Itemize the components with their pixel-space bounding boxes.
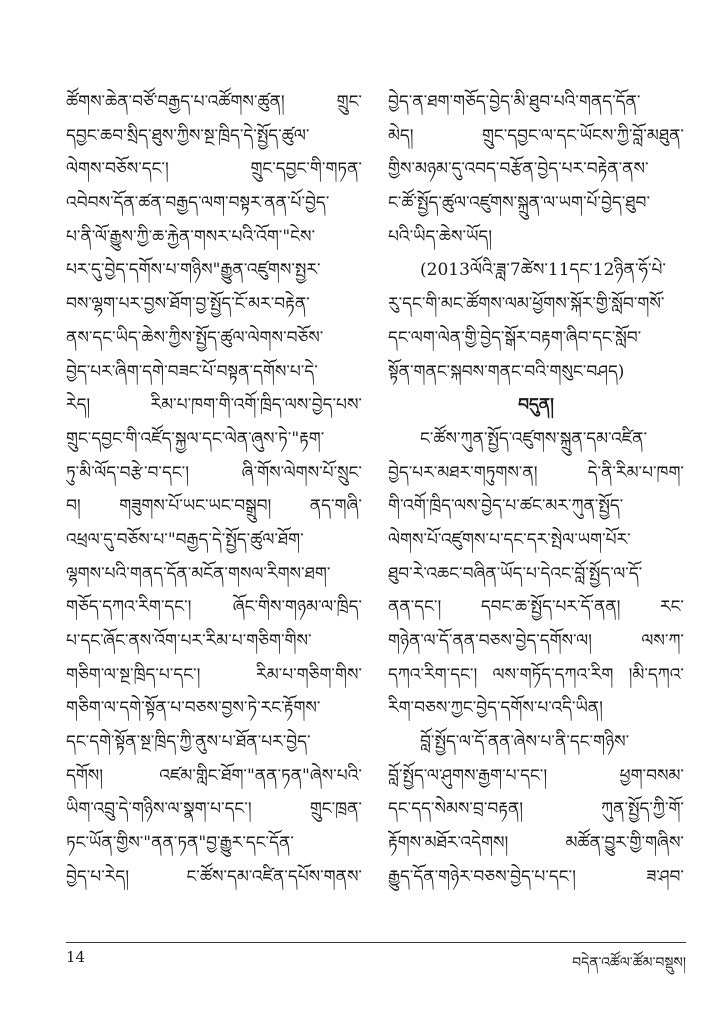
text-line: པ་དང་ཞོང་ནས་འོག་པར་རིམ་པ་གཅིག་གིས་ bbox=[66, 631, 312, 651]
text-line: ལྷགས་པའི་གནད་དོན་མངོན་གསལ་རིགས་ཐག་ bbox=[66, 563, 331, 584]
right-column bbox=[388, 86, 684, 895]
text-line: གཅིག་ལ་སྔ་ཁྲིད་པ་དང་། རིམ་པ་གཅིག་གིས་ bbox=[66, 664, 362, 685]
text-line: ལེགས་པོ་འཛུགས་པ་དང་དར་སྤེལ་ཡག་པོར་ bbox=[388, 529, 631, 550]
text-line: དགོས། འཛམ་གླིང་ཐོག་"ནན་ཏན"ཞེས་པའི་ bbox=[66, 765, 362, 786]
text-line: ཐུབ་རེ་འཆང་བཞིན་ཡོད་པ་དེའང་བློ་སྤྱོད་ལ་དོ་ bbox=[388, 563, 643, 584]
text-line: བྱེད་པར་མཐར་གཏུགས་ན། དེ་ནི་རིམ་པ་ཁག་ bbox=[388, 462, 684, 483]
text-line: པའི་ཡིད་ཆེས་ཡོད། bbox=[388, 226, 493, 247]
text-line: མེད། གྲུང་དབྱང་ལ་དང་ཡོངས་ཀྱི་བློ་མཐུན་ bbox=[388, 125, 684, 146]
text-line: བྱེད་པར་ཞིག་དགེ་བཟང་པོ་བསྟན་དགོས་པ་དེ་ bbox=[66, 361, 318, 382]
text-line: (2013ལོའི་ཟླ་7ཚེས་11དང་12ཉིན་ཧོ་པེ་ bbox=[420, 260, 666, 281]
text-line: དང་དགེ་སྟོན་སྔ་ཁྲིད་ཀྱི་ནུས་པ་ཐོན་པར་བྱེད་ bbox=[66, 732, 311, 753]
text-line: ང་ཚོ་སྤྱོད་ཚུལ་འཛུགས་སྐྲུན་ལ་ཡག་པོ་བྱེད་ཐུབ་ bbox=[388, 193, 651, 214]
text-line: ང་ཚོས་ཀུན་སྤྱོད་འཛུགས་སྐྲུན་དམ་འཛིན་ bbox=[420, 428, 648, 449]
text-line: བློ་སྤྱོད་ལ་ཤུགས་རྒྱག་པ་དང་། ཕྱག་བསམ་ bbox=[388, 765, 684, 786]
text-line: པ་ནི་ལོ་རྒྱུས་ཀྱི་ཆ་རྐྱེན་གསར་པའི་འོག་"ངེས་ bbox=[66, 226, 316, 247]
text-line: ནས་དང་ཡིད་ཆེས་ཀྱིས་སྤྱོད་ཚུལ་ལེགས་བཅོས་ bbox=[66, 327, 324, 348]
running-title: བདེན་འཚོལ་ཚོམ་བསྡུས། bbox=[572, 955, 686, 971]
text-line: ལེགས་བཅོས་དང་། གྲུང་དབྱང་གི་གཏན་ bbox=[66, 159, 362, 180]
text-line: གྲུང་དབྱང་གི་འཛོད་སྐྱལ་དང་ལེན་ཞུས་ཏེ་"རྟག་ bbox=[66, 428, 325, 449]
page-number: 14 bbox=[66, 948, 86, 966]
text-line: ཚོགས་ཆེན་བཙོ་བརྒྱད་པ་འཚོགས་ཚུན། གྲུང་ bbox=[66, 92, 362, 112]
text-line: རྒྱུད་དོན་གཉེར་བཅས་བྱེད་པ་དང་། ཟ་ཤབ་ bbox=[388, 866, 684, 887]
text-line: དང་དད་སེམས་བྲ་བརྟན། ཀུན་སྤྱོད་ཀྱི་གོ་ bbox=[388, 799, 684, 820]
text-line: རིག་བཅས་ཀྱང་བྱེད་དགོས་པ་འདི་ཡིན། bbox=[388, 698, 603, 719]
text-line: ནན་དང་། དབང་ཆ་སྤྱོད་པར་དོ་ནན། རང་ bbox=[388, 597, 684, 618]
text-line: གཅིག་ལ་དགེ་སྟོན་པ་བཅས་བྱས་ཏེ་རང་རྟོགས་ bbox=[66, 698, 321, 719]
text-line: གྱིས་མཉམ་དུ་འབད་བརྩོན་བྱེད་པར་བརྟེན་ནས་ bbox=[388, 159, 649, 180]
text-line: ཏང་ཡོན་གྱིས་"ནན་ཏན"བྱ་རྒྱུར་དང་དོན་ bbox=[66, 833, 294, 854]
text-line: སྟོན་གནང་སྐབས་གནང་བའི་གསུང་བཤད) bbox=[388, 361, 625, 382]
footer-divider bbox=[66, 942, 686, 943]
text-line: ཡིག་འབྲུ་དེ་གཉིས་ལ་སྣག་པ་དང་། གྲུང་ཁྲན་ bbox=[66, 799, 362, 820]
text-line: རུ་དང་གི་མང་ཚོགས་ལམ་ཕྱོགས་སྐོར་གྱི་སློབ་གསོ་ bbox=[388, 294, 665, 315]
text-line: བ། གཟུགས་པོ་ཡང་ཡང་བསྒྲུབ། ནད་གཞི་ bbox=[66, 496, 362, 517]
text-line: དབྱང་ཆབ་སྲིད་ཐུས་ཀྱིས་སྔ་ཁྲིད་དེ་སྤྱོད་ཚུལ་ bbox=[66, 125, 310, 146]
text-line: འབེབས་དོན་ཚན་བརྒྱད་ལག་བསྟར་ནན་པོ་བྱེད་ bbox=[66, 193, 330, 214]
text-line: བས་ལྷག་པར་བྱས་ཐོག་བྱ་སྤྱོད་ངོ་མར་བརྟེན་ bbox=[66, 294, 310, 315]
text-line: པར་དུ་བྱེད་དགོས་པ་གཉིས"རྒྱུན་འཛུགས་སྤྱར་ bbox=[66, 260, 321, 281]
left-column bbox=[66, 86, 362, 895]
text-line: བྱེད་ན་ཐག་གཅོད་བྱེད་མི་ཐུབ་པའི་གནད་དོན་ bbox=[388, 92, 641, 112]
text-line: གཅོད་དཀའ་རིག་དང་། ཞོང་གིས་གཉམ་ལ་ཁྲིད་ bbox=[66, 597, 362, 618]
text-line: རྟོགས་མཐོར་འདེགས། མཚོན་བྱུར་གྱི་གཞིས་ bbox=[388, 833, 684, 854]
text-line: འཕྲལ་དུ་བཅོས་པ་"བརྒྱད་དེ་སྤྱོད་ཚུལ་ཐོག་ bbox=[66, 529, 304, 550]
text-line: ཏུ་མི་ལོད་བརྩེ་བ་དང་། ཞི་གོས་ལེགས་པོ་སྲུང་ bbox=[66, 462, 362, 483]
text-line: བདུན། bbox=[518, 395, 554, 416]
text-line: གཉེན་ལ་དོ་ནན་བཅས་བྱེད་དགོས་ལ། ལས་ཀ་ bbox=[388, 631, 684, 651]
text-line: བློ་སྤྱོད་ལ་དོ་ནན་ཞེས་པ་ནི་དང་གཉིས་ bbox=[420, 732, 630, 753]
text-line: བྱེད་པ་རེད། ང་ཚོས་དམ་འཛིན་དཔོས་གནས་ bbox=[66, 866, 362, 887]
text-line: དཀའ་རིག་དང་། ལས་གཏོད་དཀའ་རིག །མི་དཀའ་ bbox=[388, 664, 684, 685]
text-line: དང་ལག་ལེན་གྱི་བྱེད་སྒོར་བརྟག་ཞིབ་དང་སློབ་ bbox=[388, 327, 642, 348]
text-line: གི་འགོ་ཁྲིད་ལས་བྱེད་པ་ཚང་མར་ཀུན་སྤྱོད་ bbox=[388, 496, 624, 517]
text-line: རེད། རིམ་པ་ཁག་གི་འགོ་ཁྲིད་ལས་བྱེད་པས་ bbox=[66, 395, 362, 416]
